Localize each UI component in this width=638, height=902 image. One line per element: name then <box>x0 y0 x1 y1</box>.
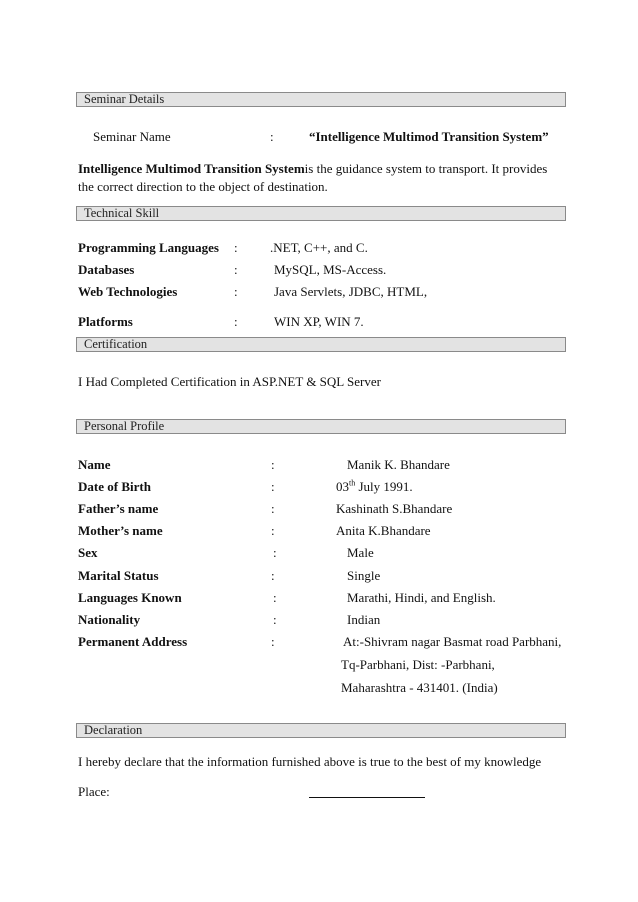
seminar-name-value: “Intelligence Multimod Transition System” <box>309 129 549 144</box>
profile-label: Father’s name <box>78 501 159 516</box>
skill-value: .NET, C++, and C. <box>270 240 368 255</box>
profile-value: Single <box>347 568 381 583</box>
seminar-description <box>78 160 566 196</box>
profile-value: Indian <box>347 612 381 627</box>
skill-value: Java Servlets, JDBC, HTML, <box>274 284 428 299</box>
declaration-section-header <box>76 723 566 738</box>
profile-value: Male <box>347 545 374 560</box>
personal-section-header <box>76 419 566 434</box>
skill-value: MySQL, MS-Access. <box>274 262 387 277</box>
profile-colon: : <box>273 545 277 560</box>
skill-label: Programming Languages <box>78 240 219 255</box>
dob-day: 03 <box>336 479 349 494</box>
profile-colon: : <box>271 523 275 538</box>
skill-label: Web Technologies <box>78 284 178 299</box>
profile-value: Marathi, Hindi, and English. <box>347 590 496 605</box>
seminar-header-text: Seminar Details <box>84 92 165 106</box>
skill-label: Databases <box>78 262 135 277</box>
profile-colon: : <box>271 634 275 649</box>
address-line-2: Tq-Parbhani, Dist: -Parbhani, <box>341 657 495 672</box>
profile-value: Anita K.Bhandare <box>336 523 431 538</box>
profile-colon: : <box>271 479 275 494</box>
profile-label: Permanent Address <box>78 634 188 649</box>
seminar-description-title: Intelligence Multimod Transition System <box>78 161 305 176</box>
place-label: Place: <box>78 784 110 799</box>
dob-suffix: th <box>349 478 356 488</box>
certification-text: I Had Completed Certification in ASP.NET & SQL Server <box>78 374 381 389</box>
technical-section-header <box>76 206 566 221</box>
technical-header-text: Technical Skill <box>84 206 160 220</box>
skill-colon: : <box>234 284 238 299</box>
profile-label: Marital Status <box>78 568 159 583</box>
declaration-header-text: Declaration <box>84 723 143 737</box>
seminar-name-colon: : <box>270 129 274 144</box>
place-signature-line <box>309 797 425 798</box>
skill-colon: : <box>234 314 238 329</box>
profile-label: Languages Known <box>78 590 182 605</box>
profile-label: Date of Birth <box>78 479 151 494</box>
skill-colon: : <box>234 240 238 255</box>
profile-colon: : <box>273 590 277 605</box>
skill-label: Platforms <box>78 314 133 329</box>
skill-value: WIN XP, WIN 7. <box>274 314 364 329</box>
profile-colon: : <box>271 457 275 472</box>
personal-header-text: Personal Profile <box>84 419 165 433</box>
profile-value: Kashinath S.Bhandare <box>336 501 453 516</box>
profile-value: At:-Shivram nagar Basmat road Parbhani, <box>343 634 562 649</box>
seminar-description-text: is the guidance system to transport. It provides the correct direction to the object of destination. <box>78 161 548 194</box>
profile-value: Manik K. Bhandare <box>347 457 450 472</box>
profile-colon: : <box>271 568 275 583</box>
certification-section-header <box>76 337 566 352</box>
profile-colon: : <box>271 501 275 516</box>
profile-label: Mother’s name <box>78 523 163 538</box>
address-line-3: Maharashtra - 431401. (India) <box>341 680 498 695</box>
profile-label: Name <box>78 457 111 472</box>
profile-label: Nationality <box>78 612 141 627</box>
profile-value <box>336 479 413 495</box>
certification-header-text: Certification <box>84 337 148 351</box>
profile-colon: : <box>273 612 277 627</box>
declaration-text: I hereby declare that the information furnished above is true to the best of my knowledge <box>78 754 542 769</box>
seminar-name-label: Seminar Name <box>93 129 171 144</box>
profile-label: Sex <box>78 545 98 560</box>
dob-month-year: July 1991. <box>355 479 413 494</box>
skill-colon: : <box>234 262 238 277</box>
seminar-section-header <box>76 92 566 107</box>
